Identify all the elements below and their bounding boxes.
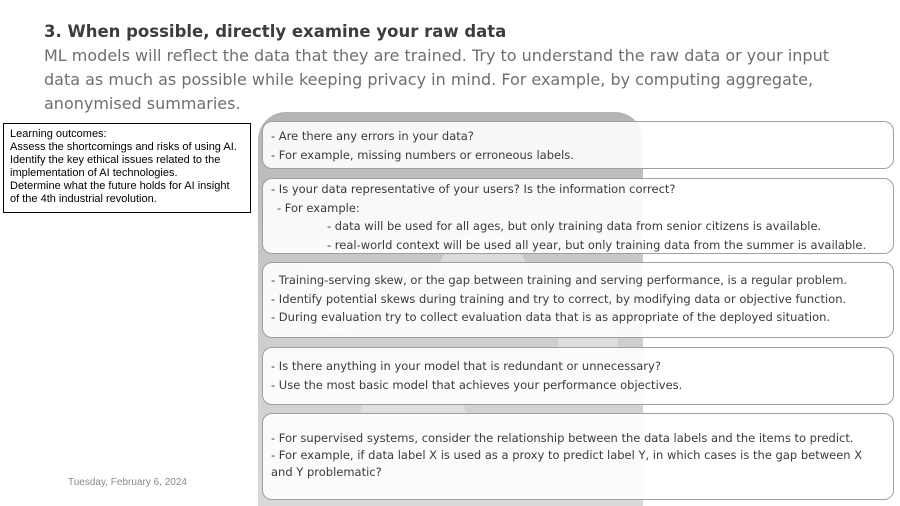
learning-outcome-item: Identify the key ethical issues related to the: [10, 154, 221, 166]
footer-date: Tuesday, February 6, 2024: [68, 477, 187, 488]
intro-line: data as much as possible while keeping privacy in mind. For example, by computing aggregate,: [44, 70, 814, 89]
card-line: - Is your data representative of your users? Is the information correct?: [271, 182, 676, 196]
intro-paragraph: [44, 44, 884, 116]
slide-title: 3. When possible, directly examine your raw data: [44, 22, 507, 41]
learning-outcome-item: implementation of AI technologies.: [10, 167, 178, 179]
card-line: - For example:: [277, 200, 360, 215]
learning-outcome-item: Assess the shortcomings and risks of using AI.: [10, 141, 237, 153]
intro-line: ML models will reflect the data that they are trained. Try to understand the raw data or your input: [44, 46, 829, 65]
learning-outcomes-heading: Learning outcomes:: [10, 128, 107, 140]
card-line: - Identify potential skews during training and try to correct, by modifying data or objective function.: [271, 291, 847, 306]
model-redundancy-card: [262, 347, 894, 405]
learning-outcome-item: Determine what the future holds for AI insight: [10, 180, 230, 192]
card-line: - For example, missing numbers or erroneous labels.: [271, 147, 574, 162]
card-line: - Training-serving skew, or the gap between training and serving performance, is a regular problem.: [271, 273, 848, 287]
card-line: - Use the most basic model that achieves your performance objectives.: [271, 377, 683, 392]
card-line: - Is there anything in your model that is redundant or unnecessary?: [271, 359, 661, 373]
card-line: - Are there any errors in your data?: [271, 129, 474, 143]
learning-outcomes-box: [3, 123, 251, 213]
learning-outcome-item: of the 4th industrial revolution.: [10, 193, 157, 205]
card-line: - For example, if data label X is used as a proxy to predict label Y, in which cases is the gap between X and Y problematic?: [271, 448, 863, 479]
card-line: - During evaluation try to collect evaluation data that is as appropriate of the deployed situation.: [271, 310, 831, 324]
intro-line: anonymised summaries.: [44, 94, 241, 113]
card-line: - For supervised systems, consider the relationship between the data labels and the items to predict.: [271, 431, 854, 445]
supervised-systems-card: [262, 413, 894, 500]
card-line: - real-world context will be used all year, but only training data from the summer is available.: [327, 237, 867, 252]
card-line: - data will be used for all ages, but only training data from senior citizens is available.: [327, 219, 822, 233]
training-serving-skew-card: [262, 262, 894, 338]
data-representativeness-card: [262, 178, 894, 254]
data-errors-card: [262, 121, 894, 169]
